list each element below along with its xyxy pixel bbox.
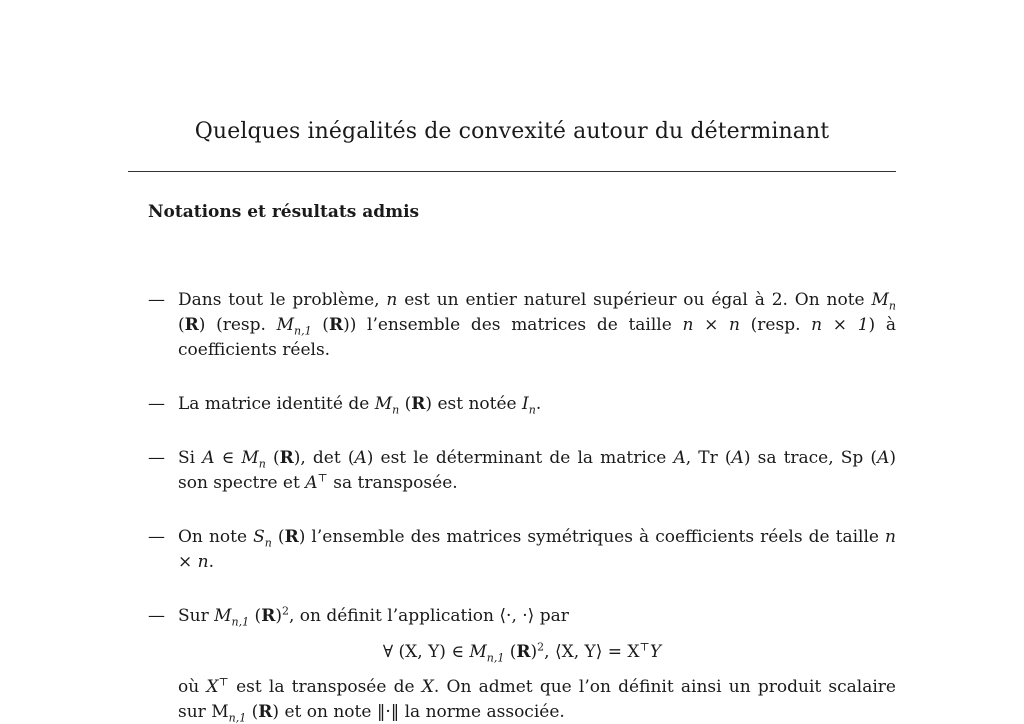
bullet-dash: —: [148, 527, 165, 547]
item-text: Si A ∈ $M_n$ (R), det (A) est le déterminant de la matrice A, Tr (A) sa trace, Sp (A) son spectre et A⊤ sa transposée.: [178, 448, 896, 493]
bullet-dash: —: [148, 448, 165, 468]
item-text: La matrice identité de $M_n$ (R) est notée $I_n$.: [178, 394, 542, 417]
list-item: [148, 288, 896, 363]
title-rule: [128, 171, 896, 172]
notation-list: [148, 288, 896, 724]
item-text: Dans tout le problème, n est un entier naturel supérieur ou égal à 2. On note $M_n$ (R) (resp. $M_{n,1}$ (R)) l’ensemble des matrices de taille n × n (resp. n × 1) à coefficients réels.: [178, 290, 896, 360]
list-item: [148, 392, 896, 417]
item-continuation: où X⊤ est la transposée de X. On admet que l’on définit ainsi un produit scalaire sur $M_{n,1}$ (R) et on note ‖·‖ la norme associée.: [178, 675, 896, 724]
item-text: On note $S_n$ (R) l’ensemble des matrices symétriques à coefficients réels de taille n × n.: [178, 527, 896, 572]
bullet-dash: —: [148, 290, 165, 310]
list-item: [148, 446, 896, 496]
bullet-dash: —: [148, 394, 165, 414]
display-equation: ∀ (X, Y) ∈ $M_{n,1}$ $(R)^2$, ⟨X, Y⟩ = X⊤Y: [382, 640, 662, 665]
list-item: [148, 525, 896, 575]
bullet-dash: —: [148, 606, 165, 626]
item-text: Sur $M_{n,1}$ $(R)^2$, on définit l’application ⟨·, ·⟩ par: [178, 604, 569, 629]
section-heading: Notations et résultats admis: [148, 202, 420, 222]
list-item: [148, 604, 896, 724]
document-title: Quelques inégalités de convexité autour du déterminant: [194, 119, 830, 144]
